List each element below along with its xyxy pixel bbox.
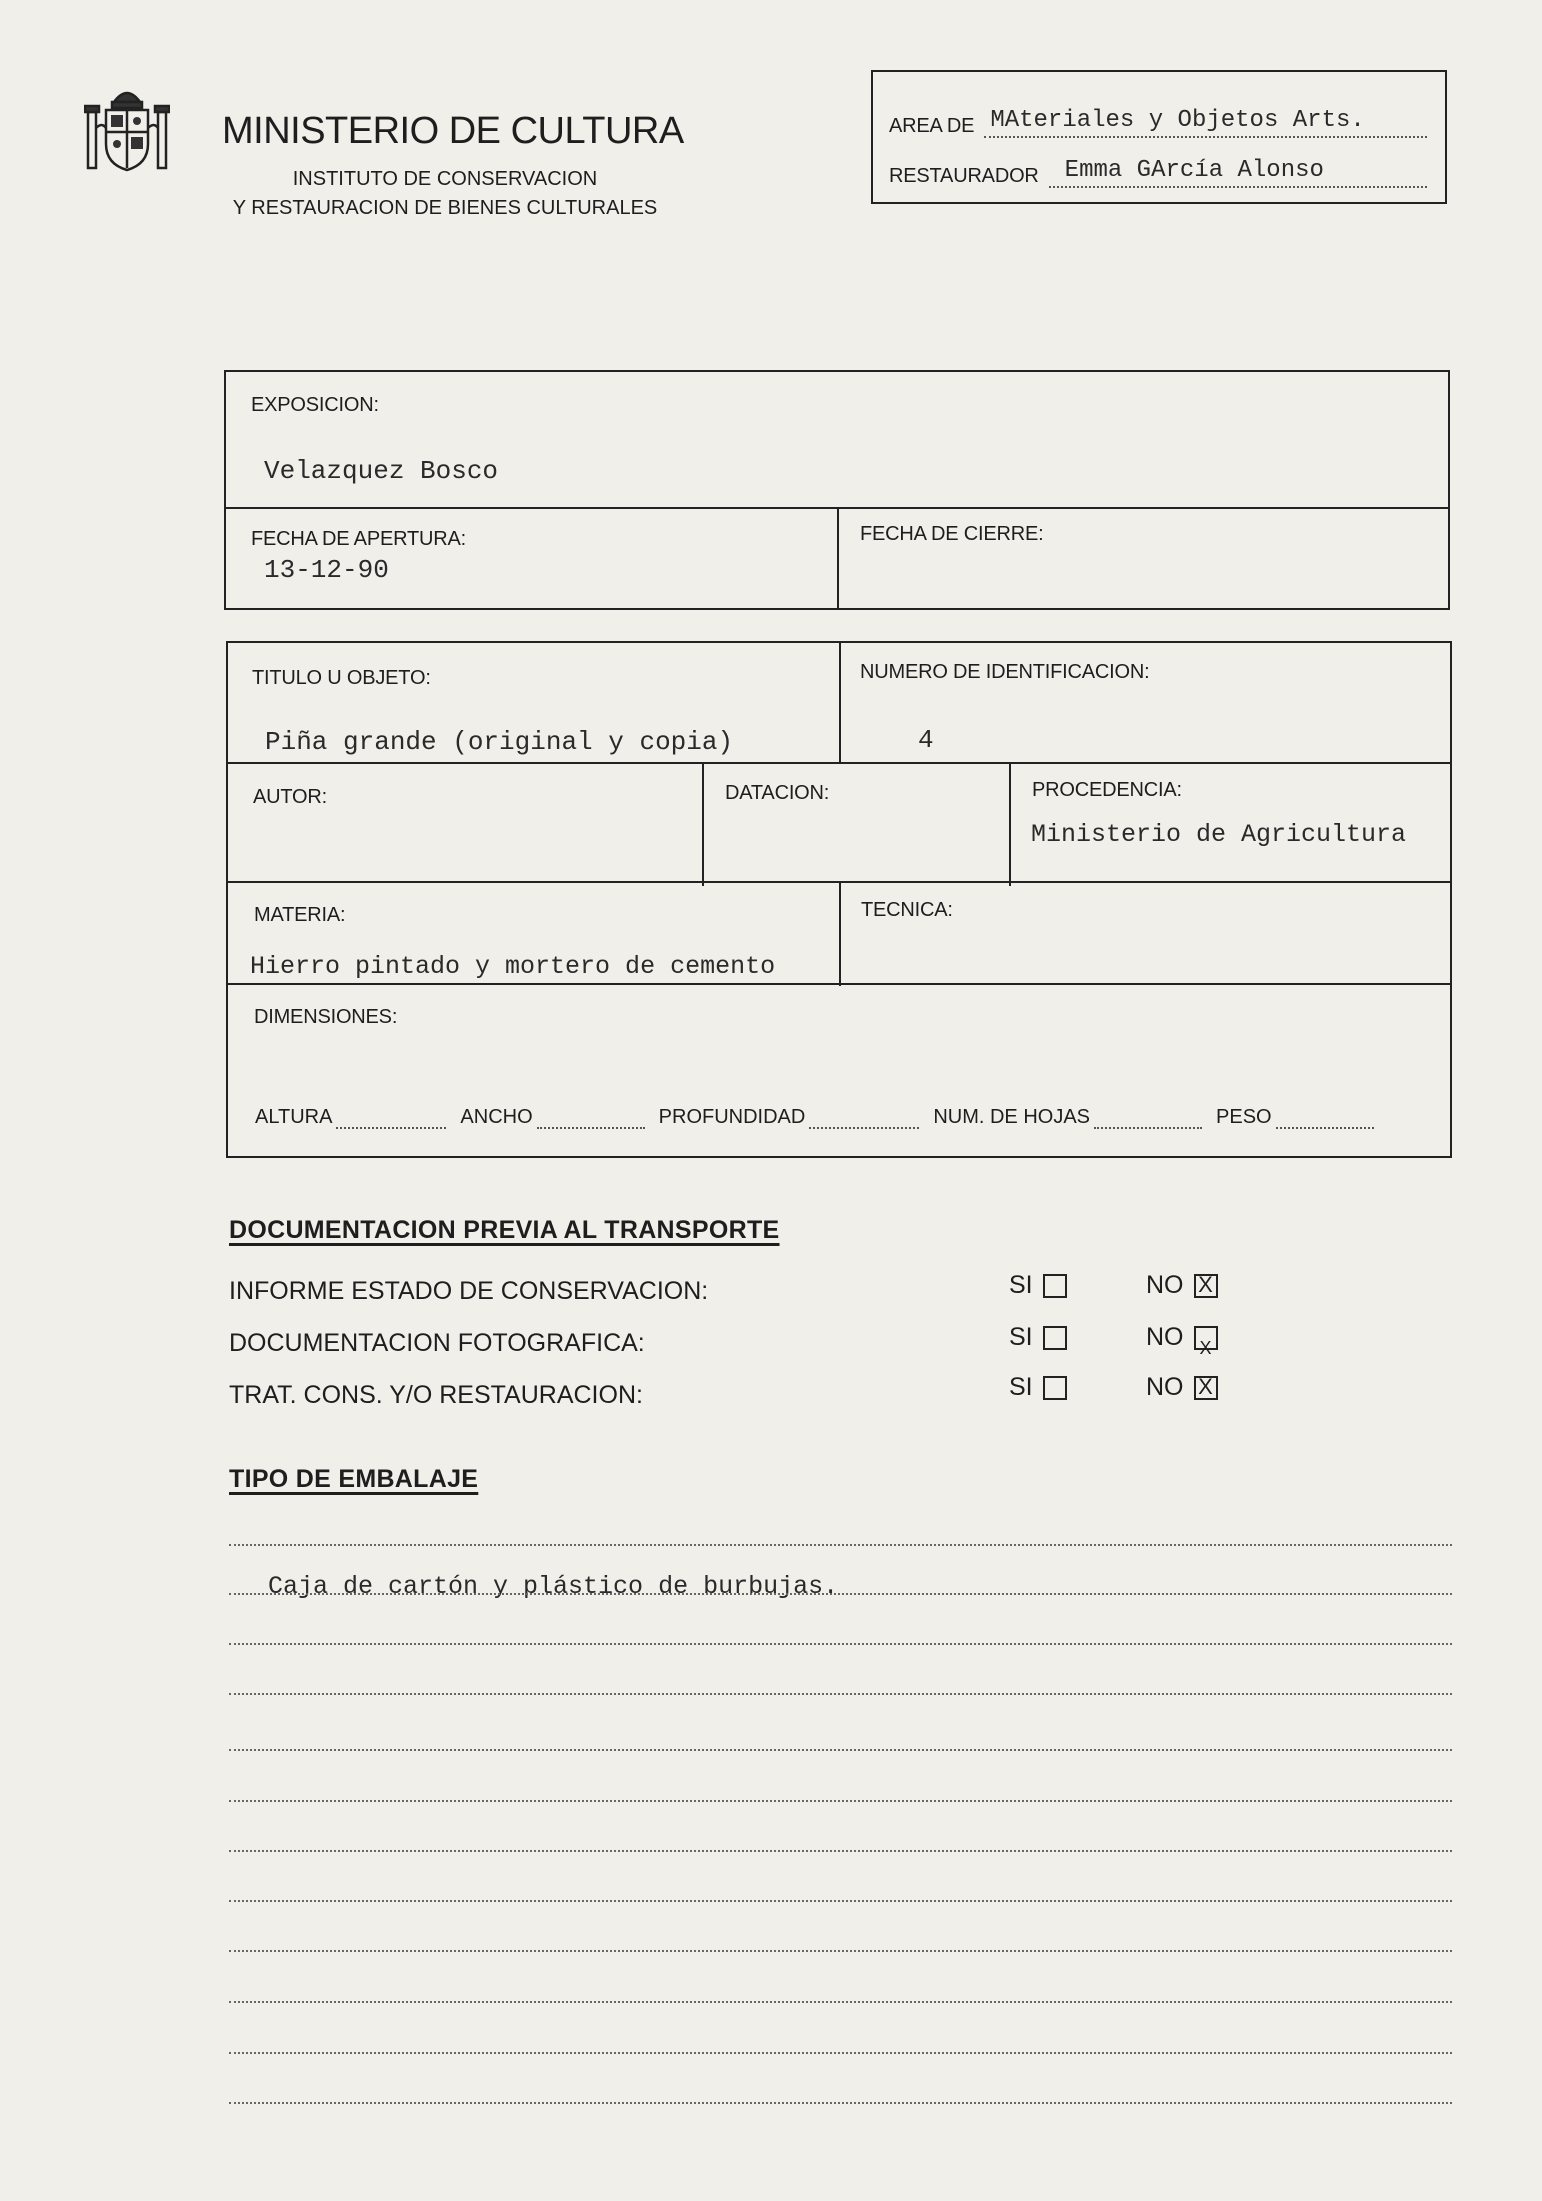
fotografica-no-option[interactable] bbox=[1146, 1323, 1218, 1358]
writing-line bbox=[229, 1544, 1452, 1546]
restaurador-row bbox=[889, 157, 1427, 188]
divider bbox=[226, 983, 1452, 985]
num-hojas-field[interactable] bbox=[1094, 1113, 1202, 1129]
restauracion-no-option[interactable] bbox=[1146, 1373, 1218, 1402]
writing-line bbox=[229, 1850, 1452, 1852]
writing-line bbox=[229, 1800, 1452, 1802]
writing-line bbox=[229, 2052, 1452, 2054]
titulo-label: TITULO U OBJETO: bbox=[252, 667, 431, 689]
check-mark: X bbox=[1198, 1373, 1213, 1399]
no-label: NO bbox=[1146, 1271, 1184, 1299]
fotografica-si-checkbox[interactable] bbox=[1043, 1326, 1067, 1350]
dimensiones-label: DIMENSIONES: bbox=[254, 1006, 398, 1028]
peso-field[interactable] bbox=[1276, 1113, 1374, 1129]
autor-field[interactable] bbox=[235, 815, 695, 875]
peso-label: PESO bbox=[1216, 1106, 1272, 1128]
altura-field[interactable] bbox=[336, 1113, 446, 1129]
ancho-item bbox=[460, 1106, 644, 1129]
fotografica-question: DOCUMENTACION FOTOGRAFICA: bbox=[229, 1329, 645, 1357]
ancho-field[interactable] bbox=[537, 1113, 645, 1129]
fecha-apertura-label: FECHA DE APERTURA: bbox=[251, 528, 466, 550]
ministry-title: MINISTERIO DE CULTURA bbox=[222, 110, 684, 152]
autor-label: AUTOR: bbox=[253, 786, 327, 808]
restaurador-field[interactable] bbox=[1049, 157, 1427, 188]
restauracion-question: TRAT. CONS. Y/O RESTAURACION: bbox=[229, 1381, 643, 1409]
divider bbox=[837, 507, 839, 610]
datacion-field[interactable] bbox=[712, 815, 1002, 875]
area-value: MAteriales y Objetos Arts. bbox=[990, 107, 1365, 134]
institute-name bbox=[222, 165, 668, 223]
writing-line bbox=[229, 1749, 1452, 1751]
documentacion-heading: DOCUMENTACION PREVIA AL TRANSPORTE bbox=[229, 1216, 780, 1244]
check-mark: X bbox=[1198, 1271, 1213, 1297]
exposicion-value[interactable]: Velazquez Bosco bbox=[264, 456, 499, 486]
area-row bbox=[889, 107, 1427, 138]
writing-line bbox=[229, 1643, 1452, 1645]
check-mark: X bbox=[1199, 1337, 1212, 1358]
fotografica-no-checkbox[interactable] bbox=[1194, 1326, 1218, 1358]
informe-si-option[interactable] bbox=[1009, 1271, 1067, 1300]
altura-label: ALTURA bbox=[255, 1106, 333, 1128]
divider bbox=[1009, 762, 1011, 886]
institute-line-2: Y RESTAURACION DE BIENES CULTURALES bbox=[232, 197, 658, 219]
writing-line bbox=[229, 2001, 1452, 2003]
informe-si-checkbox[interactable] bbox=[1043, 1274, 1067, 1298]
datacion-label: DATACION: bbox=[725, 782, 830, 804]
tecnica-field[interactable] bbox=[847, 930, 1442, 978]
fotografica-si-option[interactable] bbox=[1009, 1323, 1067, 1352]
tecnica-label: TECNICA: bbox=[861, 899, 953, 921]
restauracion-si-checkbox[interactable] bbox=[1043, 1376, 1067, 1400]
coat-of-arms-icon bbox=[84, 82, 170, 176]
divider bbox=[226, 762, 1452, 764]
si-label: SI bbox=[1009, 1271, 1033, 1299]
writing-line bbox=[229, 1900, 1452, 1902]
informe-question: INFORME ESTADO DE CONSERVACION: bbox=[229, 1277, 709, 1305]
restauracion-si-option[interactable] bbox=[1009, 1373, 1067, 1402]
area-field[interactable] bbox=[984, 107, 1427, 138]
divider bbox=[839, 881, 841, 986]
procedencia-label: PROCEDENCIA: bbox=[1032, 779, 1182, 801]
exposicion-label: EXPOSICION: bbox=[251, 394, 379, 416]
area-box bbox=[871, 70, 1447, 204]
ancho-label: ANCHO bbox=[460, 1106, 533, 1128]
restaurador-value: Emma GArcía Alonso bbox=[1064, 157, 1324, 184]
altura-item bbox=[255, 1106, 446, 1129]
num-hojas-item bbox=[933, 1106, 1202, 1129]
writing-line bbox=[229, 1693, 1452, 1695]
restauracion-no-checkbox[interactable] bbox=[1194, 1373, 1218, 1400]
divider bbox=[702, 762, 704, 886]
profundidad-field[interactable] bbox=[809, 1113, 919, 1129]
fecha-cierre-label: FECHA DE CIERRE: bbox=[860, 523, 1044, 545]
no-label: NO bbox=[1146, 1373, 1184, 1401]
peso-item bbox=[1216, 1106, 1374, 1129]
no-label: NO bbox=[1146, 1323, 1184, 1351]
embalaje-heading: TIPO DE EMBALAJE bbox=[229, 1465, 479, 1493]
numero-label: NUMERO DE IDENTIFICACION: bbox=[860, 661, 1150, 683]
area-label: AREA DE bbox=[889, 115, 975, 137]
profundidad-label: PROFUNDIDAD bbox=[658, 1106, 806, 1128]
si-label: SI bbox=[1009, 1373, 1033, 1401]
titulo-value[interactable]: Piña grande (original y copia) bbox=[265, 727, 734, 757]
dimensions-row bbox=[255, 1106, 1388, 1129]
writing-line bbox=[229, 2102, 1452, 2104]
num-hojas-label: NUM. DE HOJAS bbox=[933, 1106, 1091, 1128]
numero-value[interactable]: 4 bbox=[918, 725, 934, 755]
procedencia-value[interactable]: Ministerio de Agricultura bbox=[1031, 820, 1407, 849]
writing-line bbox=[229, 1593, 1452, 1595]
embalaje-value[interactable]: Caja de cartón y plástico de burbujas. bbox=[268, 1572, 839, 1601]
fecha-apertura-value[interactable]: 13-12-90 bbox=[264, 555, 389, 585]
informe-no-option[interactable] bbox=[1146, 1271, 1218, 1300]
institute-line-1: INSTITUTO DE CONSERVACION bbox=[292, 168, 598, 190]
informe-no-checkbox[interactable] bbox=[1194, 1271, 1218, 1298]
materia-label: MATERIA: bbox=[254, 904, 346, 926]
restaurador-label: RESTAURADOR bbox=[889, 165, 1039, 187]
si-label: SI bbox=[1009, 1323, 1033, 1351]
profundidad-item bbox=[659, 1106, 920, 1129]
writing-line bbox=[229, 1950, 1452, 1952]
divider bbox=[839, 641, 841, 763]
materia-value[interactable]: Hierro pintado y mortero de cemento bbox=[250, 952, 776, 981]
fecha-cierre-field[interactable] bbox=[845, 555, 1435, 600]
